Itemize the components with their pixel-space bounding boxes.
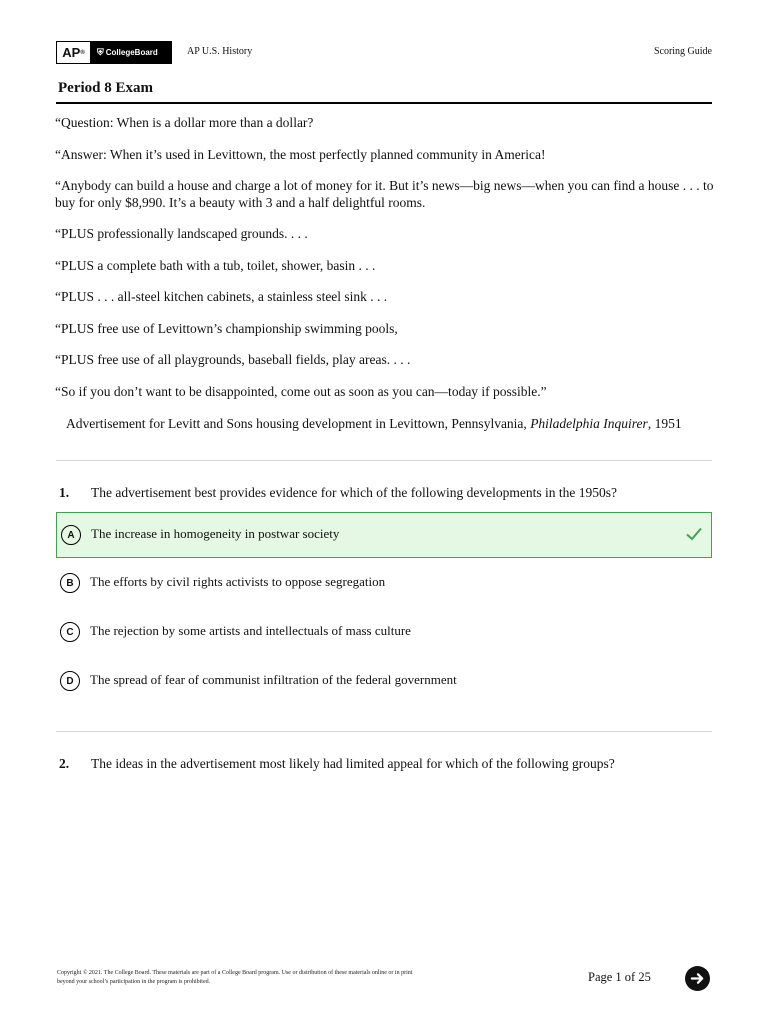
- passage-source: [66, 416, 682, 432]
- question-1: [59, 485, 617, 501]
- choice-letter-badge: C: [60, 622, 80, 642]
- question-2: [59, 756, 615, 772]
- passage-paragraph: “PLUS free use of Levittown’s championship swimming pools,: [55, 320, 398, 336]
- page-header: [56, 41, 712, 65]
- passage-paragraph: “PLUS free use of all playgrounds, baseball fields, play areas. . . .: [55, 352, 411, 367]
- scoring-guide-label: Scoring Guide: [653, 46, 712, 57]
- exam-title: Period 8 Exam: [58, 80, 153, 96]
- source-year: , 1951: [647, 416, 682, 431]
- choice-letter-badge: A: [61, 525, 81, 545]
- choice-b[interactable]: [56, 561, 712, 607]
- copyright-line: beyond your school’s participation in the program is prohibited.: [57, 979, 211, 985]
- check-icon: [685, 525, 703, 543]
- passage-paragraph: “So if you don’t want to be disappointed, come out as soon as you can—today if possible.”: [55, 383, 547, 399]
- copyright-notice: [57, 969, 477, 987]
- section-divider: [56, 460, 712, 461]
- logo-ap-text: AP: [62, 45, 81, 60]
- choice-c[interactable]: [56, 610, 712, 656]
- question-number: 2.: [59, 756, 70, 771]
- question-number: 1.: [59, 485, 70, 500]
- choice-text: The efforts by civil rights activists to oppose segregation: [90, 574, 386, 589]
- choice-letter-badge: B: [60, 573, 80, 593]
- passage-paragraph: “Question: When is a dollar more than a dollar?: [55, 115, 314, 130]
- passage-paragraph: “PLUS . . . all-steel kitchen cabinets, a stainless steel sink . . .: [55, 289, 388, 304]
- passage: [55, 115, 715, 415]
- section-divider: [56, 731, 712, 732]
- choice-text: The rejection by some artists and intellectuals of mass culture: [90, 623, 411, 638]
- choice-text: The spread of fear of communist infiltration of the federal government: [90, 672, 457, 687]
- source-publication: Philadelphia Inquirer: [530, 416, 648, 431]
- passage-paragraph: “PLUS a complete bath with a tub, toilet, shower, basin . . .: [55, 257, 376, 273]
- logo-brand-text: CollegeBoard: [105, 48, 158, 57]
- ap-collegeboard-logo: AP ® ⛨ CollegeBoard: [56, 41, 172, 64]
- question-text: The ideas in the advertisement most likely had limited appeal for which of the following groups?: [91, 756, 615, 771]
- question-text: The advertisement best provides evidence for which of the following developments in the 1950s?: [91, 485, 617, 500]
- passage-paragraph: “Anybody can build a house and charge a lot of money for it. But it’s news—big news—when you can find a house . . . to buy for only $8,990. It’s a beauty with 3 and a half delightful rooms.: [55, 178, 714, 210]
- choice-text: The increase in homogeneity in postwar society: [91, 526, 340, 541]
- passage-paragraph: “PLUS professionally landscaped grounds. . . .: [55, 226, 308, 241]
- choice-d[interactable]: [56, 659, 712, 705]
- acorn-icon: ⛨: [97, 47, 104, 57]
- title-rule: [56, 102, 712, 104]
- page-number: Page 1 of 25: [588, 970, 651, 984]
- choice-a[interactable]: [56, 512, 712, 558]
- copyright-line: Copyright © 2021. The College Board. These materials are part of a College Board program. Use or distribution of these materials online or in print: [57, 970, 413, 976]
- next-page-button[interactable]: [685, 966, 710, 991]
- course-name: AP U.S. History: [187, 46, 253, 57]
- arrow-right-icon: [690, 971, 705, 986]
- choice-letter-badge: D: [60, 671, 80, 691]
- source-prefix: Advertisement for Levitt and Sons housing development in Levittown, Pennsylvania,: [66, 416, 531, 431]
- passage-paragraph: “Answer: When it’s used in Levittown, the most perfectly planned community in America!: [55, 146, 546, 162]
